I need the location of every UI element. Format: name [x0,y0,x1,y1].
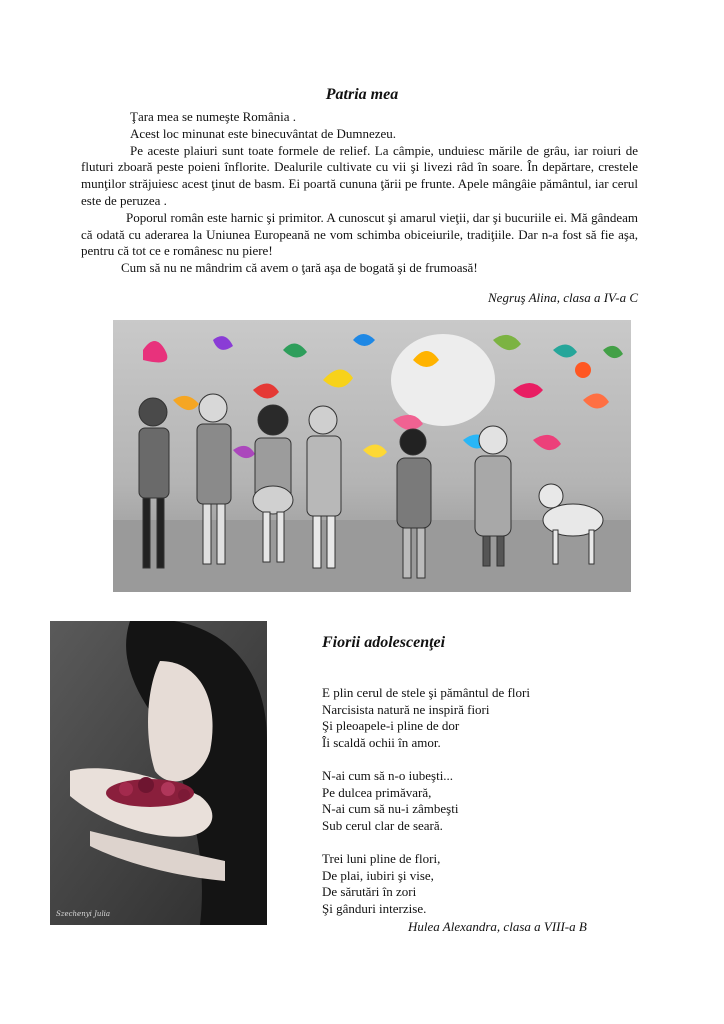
poem-line: N-ai cum să n-o iubeşti... [322,767,454,783]
poem-line: De sărutări în zori [322,884,417,900]
essay-paragraph: Poporul român este harnic şi primitor. A cunoscut şi amarul vieţii, dar şi bucuriile ei. Mă gândeam că odată cu aderarea la Uniunea Europeană ne vom schimba obiceiurile, tradiţiile. Dar n-a fost să fie aşa, pentru că tot ce e românesc nu piere! [81,209,638,259]
essay-paragraph: Acest loc minunat este binecuvântat de Dumnezeu. [130,125,397,141]
essay-paragraph: Cum să nu ne mândrim că avem o ţară aşa de bogată şi de frumoasă! [121,260,478,276]
photo-watermark: Szechenyi Julia [56,910,111,918]
poem-line: De plai, iubiri şi vise, [322,867,434,883]
poem-stanza [322,851,530,917]
poem-line: Narcisista natură ne inspiră fiori [322,701,490,717]
poem-title: Fiorii adolescenţei [322,634,446,651]
poem-line: Şi gânduri interzise. [322,900,427,916]
poem-line: Pe dulcea primăvară, [322,784,432,800]
essay-title: Patria mea [325,86,399,103]
poem-line: E plin cerul de stele şi pământul de flori [322,685,530,700]
poem-stanza [322,685,530,751]
poem-body [322,685,530,917]
poem-author: Hulea Alexandra, clasa a VIII-a B [408,919,587,934]
poem-stanza [322,768,530,834]
essay-body [81,109,638,277]
girl-with-petals-photo [50,621,267,925]
essay-author: Negruş Alina, clasa a IV-a C [488,290,638,305]
poem-line: Trei luni pline de flori, [322,850,441,866]
poem-line: Şi pleoapele-i pline de dor [322,718,460,734]
essay-paragraph: Pe aceste plaiuri sunt toate formele de relief. La câmpie, unduiesc mările de grâu, iar roiuri de fluturi zboară peste poieni înflorite. Dealurile cultivate cu vii şi livezi râd în soare. În depărtare, crestele munţilor străjuiesc acest ţinut de basm. Ei poartă cununa ţării pe frunte. Apele mângâie pământul, iar cerul este de peruzea . [81,142,638,208]
poem-line: N-ai cum să nu-i zâmbeşti [322,801,459,817]
poem-line: Sub cerul clar de seară. [322,817,443,833]
poem-line: Îi scaldă ochii în amor. [322,734,441,750]
essay-paragraph: Ţara mea se numeşte România . [130,109,297,124]
children-parade-illustration [113,320,631,592]
